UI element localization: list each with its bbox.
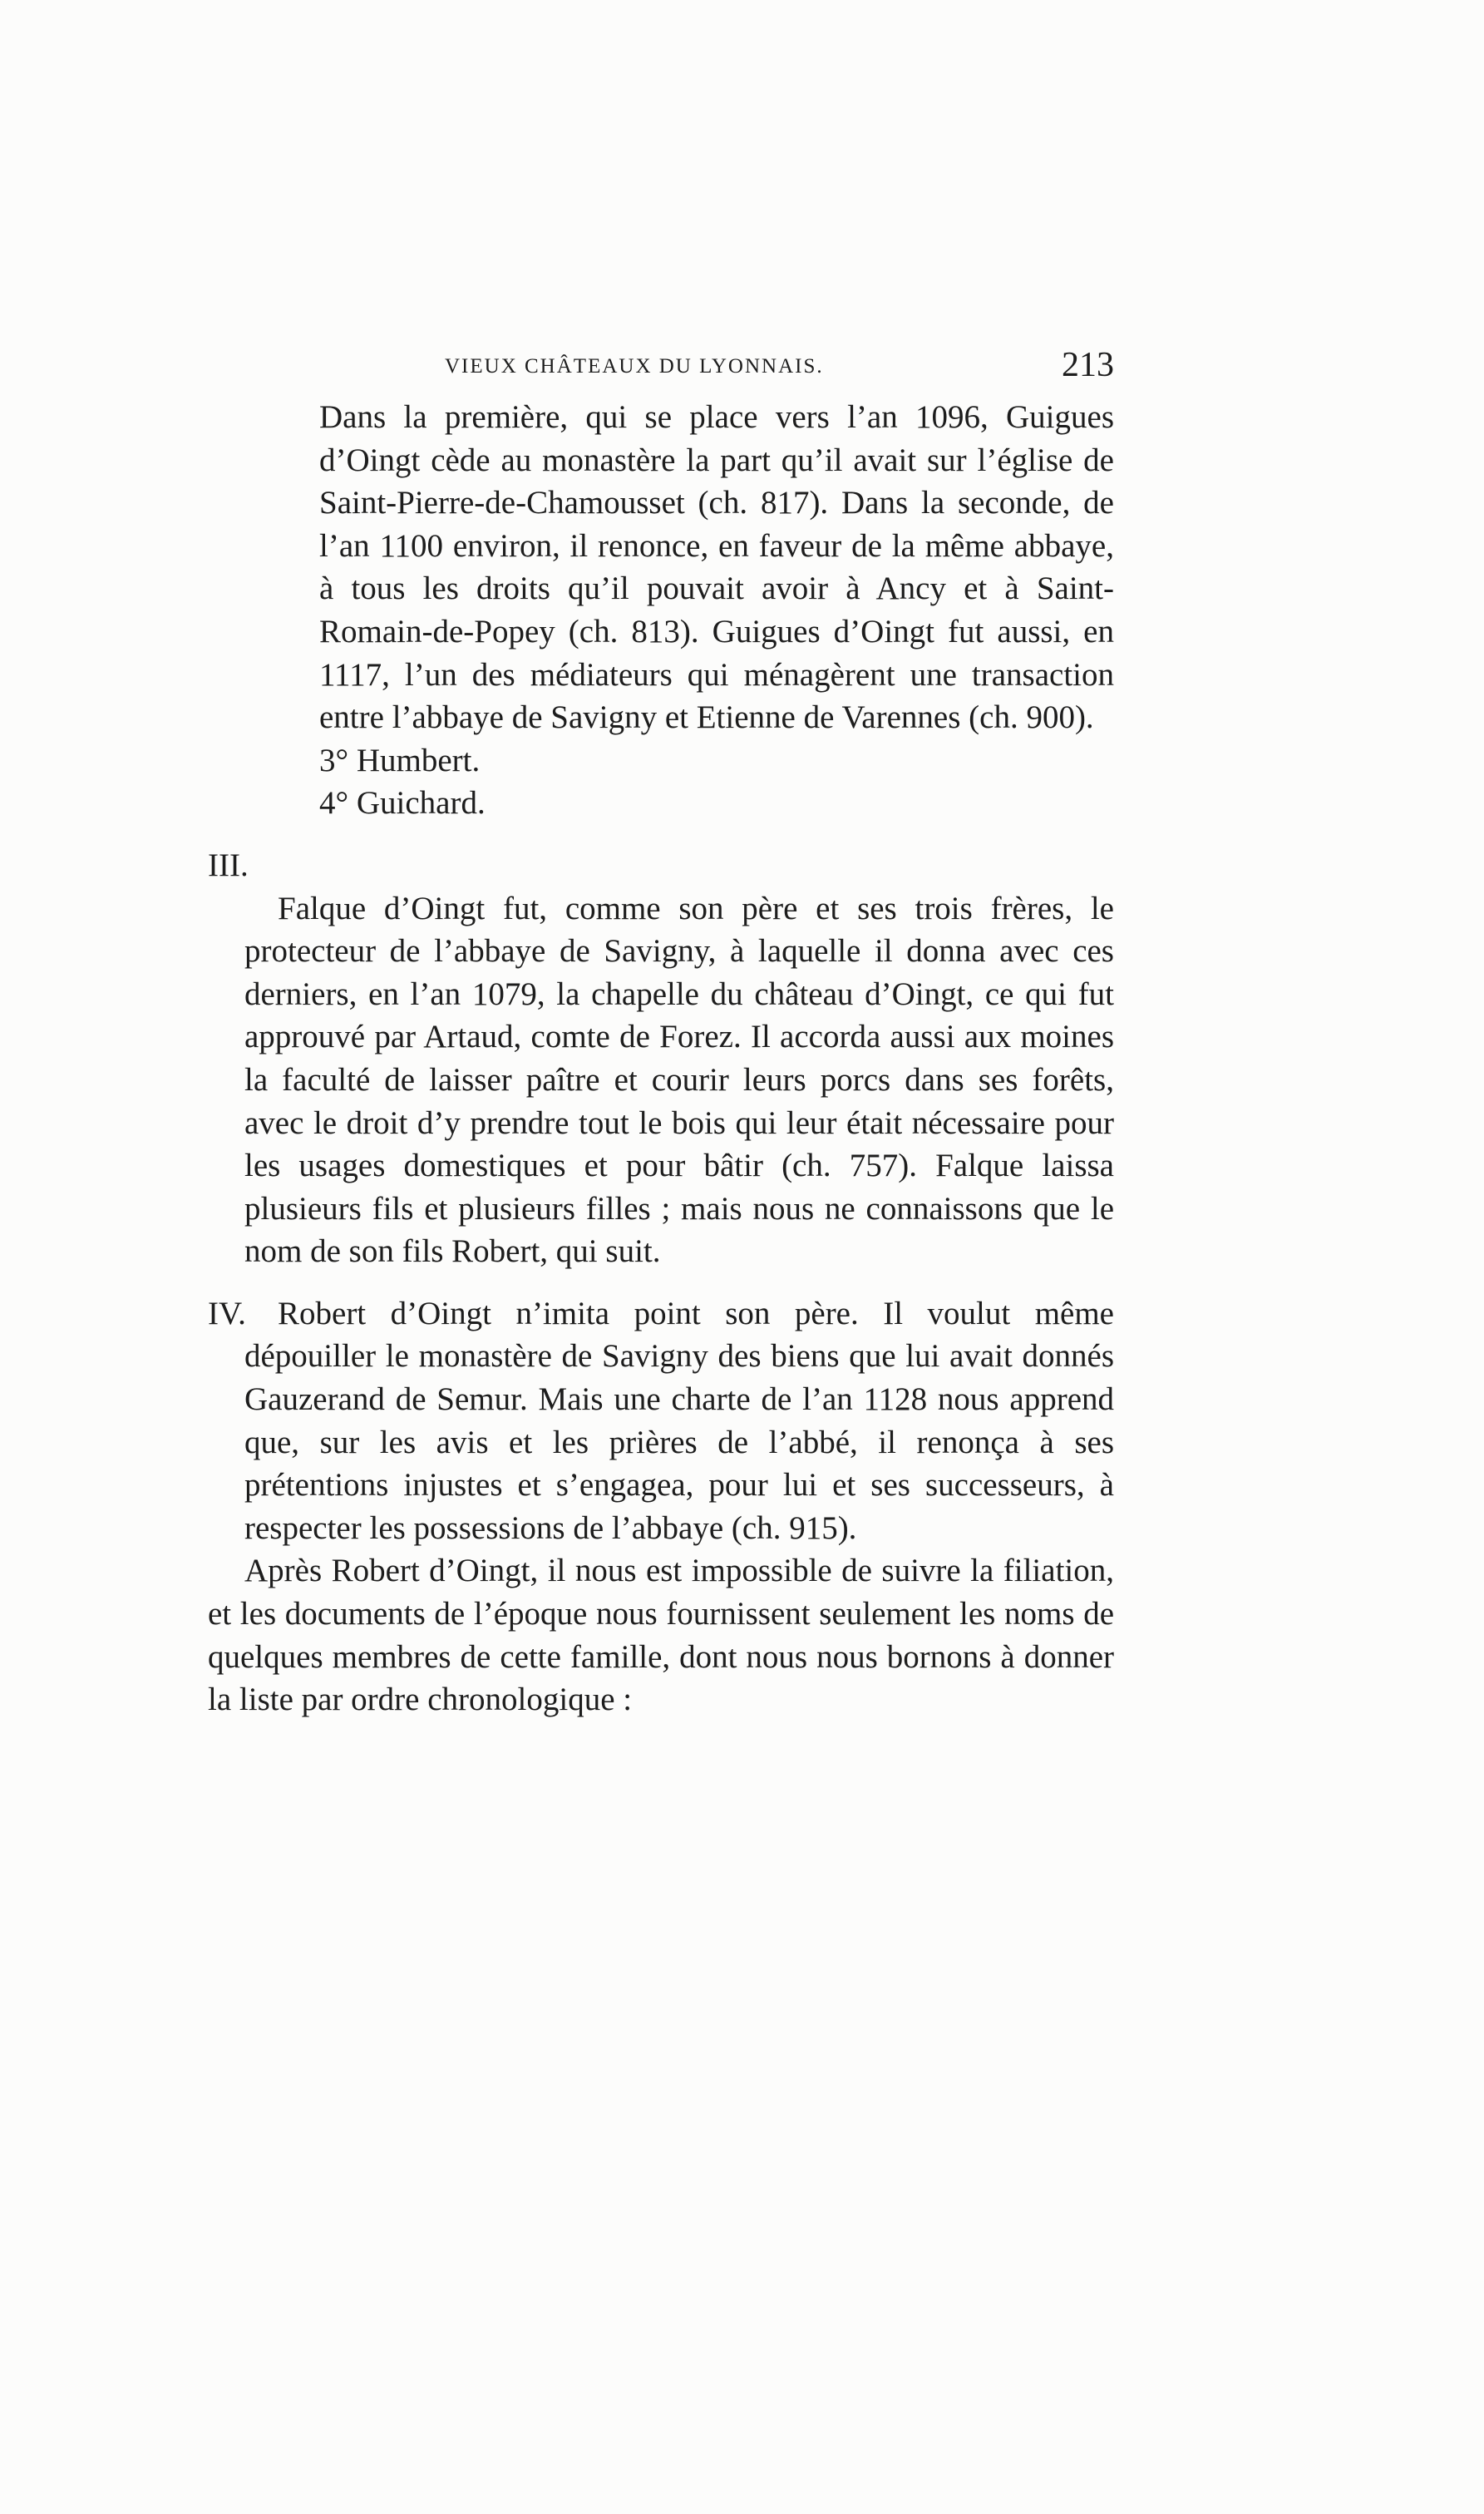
paragraph-closing: Après Robert d’Oingt, il nous est impossible de suivre la filiation, et les documents de l’époque nous fournissent seulement les noms de quelques membres de cette famille, dont nous nous bornons à donner la liste par ordre chronologique : — [208, 1553, 1114, 1718]
section-iv-text — [208, 1292, 1114, 1550]
running-head — [208, 345, 1114, 395]
section-iii — [208, 844, 1114, 1273]
body-text — [208, 396, 1114, 1721]
section-iii-numeral: III. — [208, 847, 249, 883]
section-iv — [208, 1292, 1114, 1550]
section-iii-content: Falque d’Oingt fut, comme son père et ses trois frères, le protecteur de l’abbaye de Savigny, à laquelle il donna avec ces derniers, en l’an 1079, la chapelle du château d’Oingt, ce qui fut approuvé par Artaud, comte de Forez. Il accorda aussi aux moines la faculté de laisser paître et courir leurs porcs dans ses forêts, avec le droit d’y prendre tout le bois qui leur était nécessaire pour les usages domestiques et pour bâtir (ch. 757). Falque laissa plusieurs fils et plusieurs filles ; mais nous ne connaissons que le nom de son fils Robert, qui suit. — [244, 890, 1114, 1270]
paragraph-continuation: Dans la première, qui se place vers l’an 1096, Guigues d’Oingt cède au monastère la part qu’il avait sur l’église de Saint-Pierre-de-Chamousset (ch. 817). Dans la seconde, de l’an 1100 environ, il renonce, en faveur de la même abbaye, à tous les droits qu’il pouvait avoir à Ancy et à Saint-Romain-de-Popey (ch. 813). Guigues d’Oingt fut aussi, en 1117, l’un des médiateurs qui ménagèrent une transaction entre l’abbaye de Savigny et Etienne de Varennes (ch. 900). — [319, 399, 1114, 736]
list-item-humbert: 3° Humbert. — [319, 742, 481, 778]
section-iv-numeral: IV. — [208, 1295, 246, 1331]
running-title: VIEUX CHÂTEAUX DU LYONNAIS. — [445, 355, 824, 378]
list-item-guichard: 4° Guichard. — [319, 785, 486, 822]
section-iii-text — [208, 844, 1114, 1273]
page-number: 213 — [1062, 346, 1114, 384]
section-iv-content: Robert d’Oingt n’imita point son père. Il voulut même dépouiller le monastère de Savigny des biens que lui avait donnés Gauzerand de Semur. Mais une charte de l’an 1128 nous apprend que, sur les avis et les prières de l’abbé, il renonça à ses prétentions injustes et s’engagea, pour lui et ses successeurs, à respecter les possessions de l’abbaye (ch. 915). — [244, 1295, 1114, 1546]
